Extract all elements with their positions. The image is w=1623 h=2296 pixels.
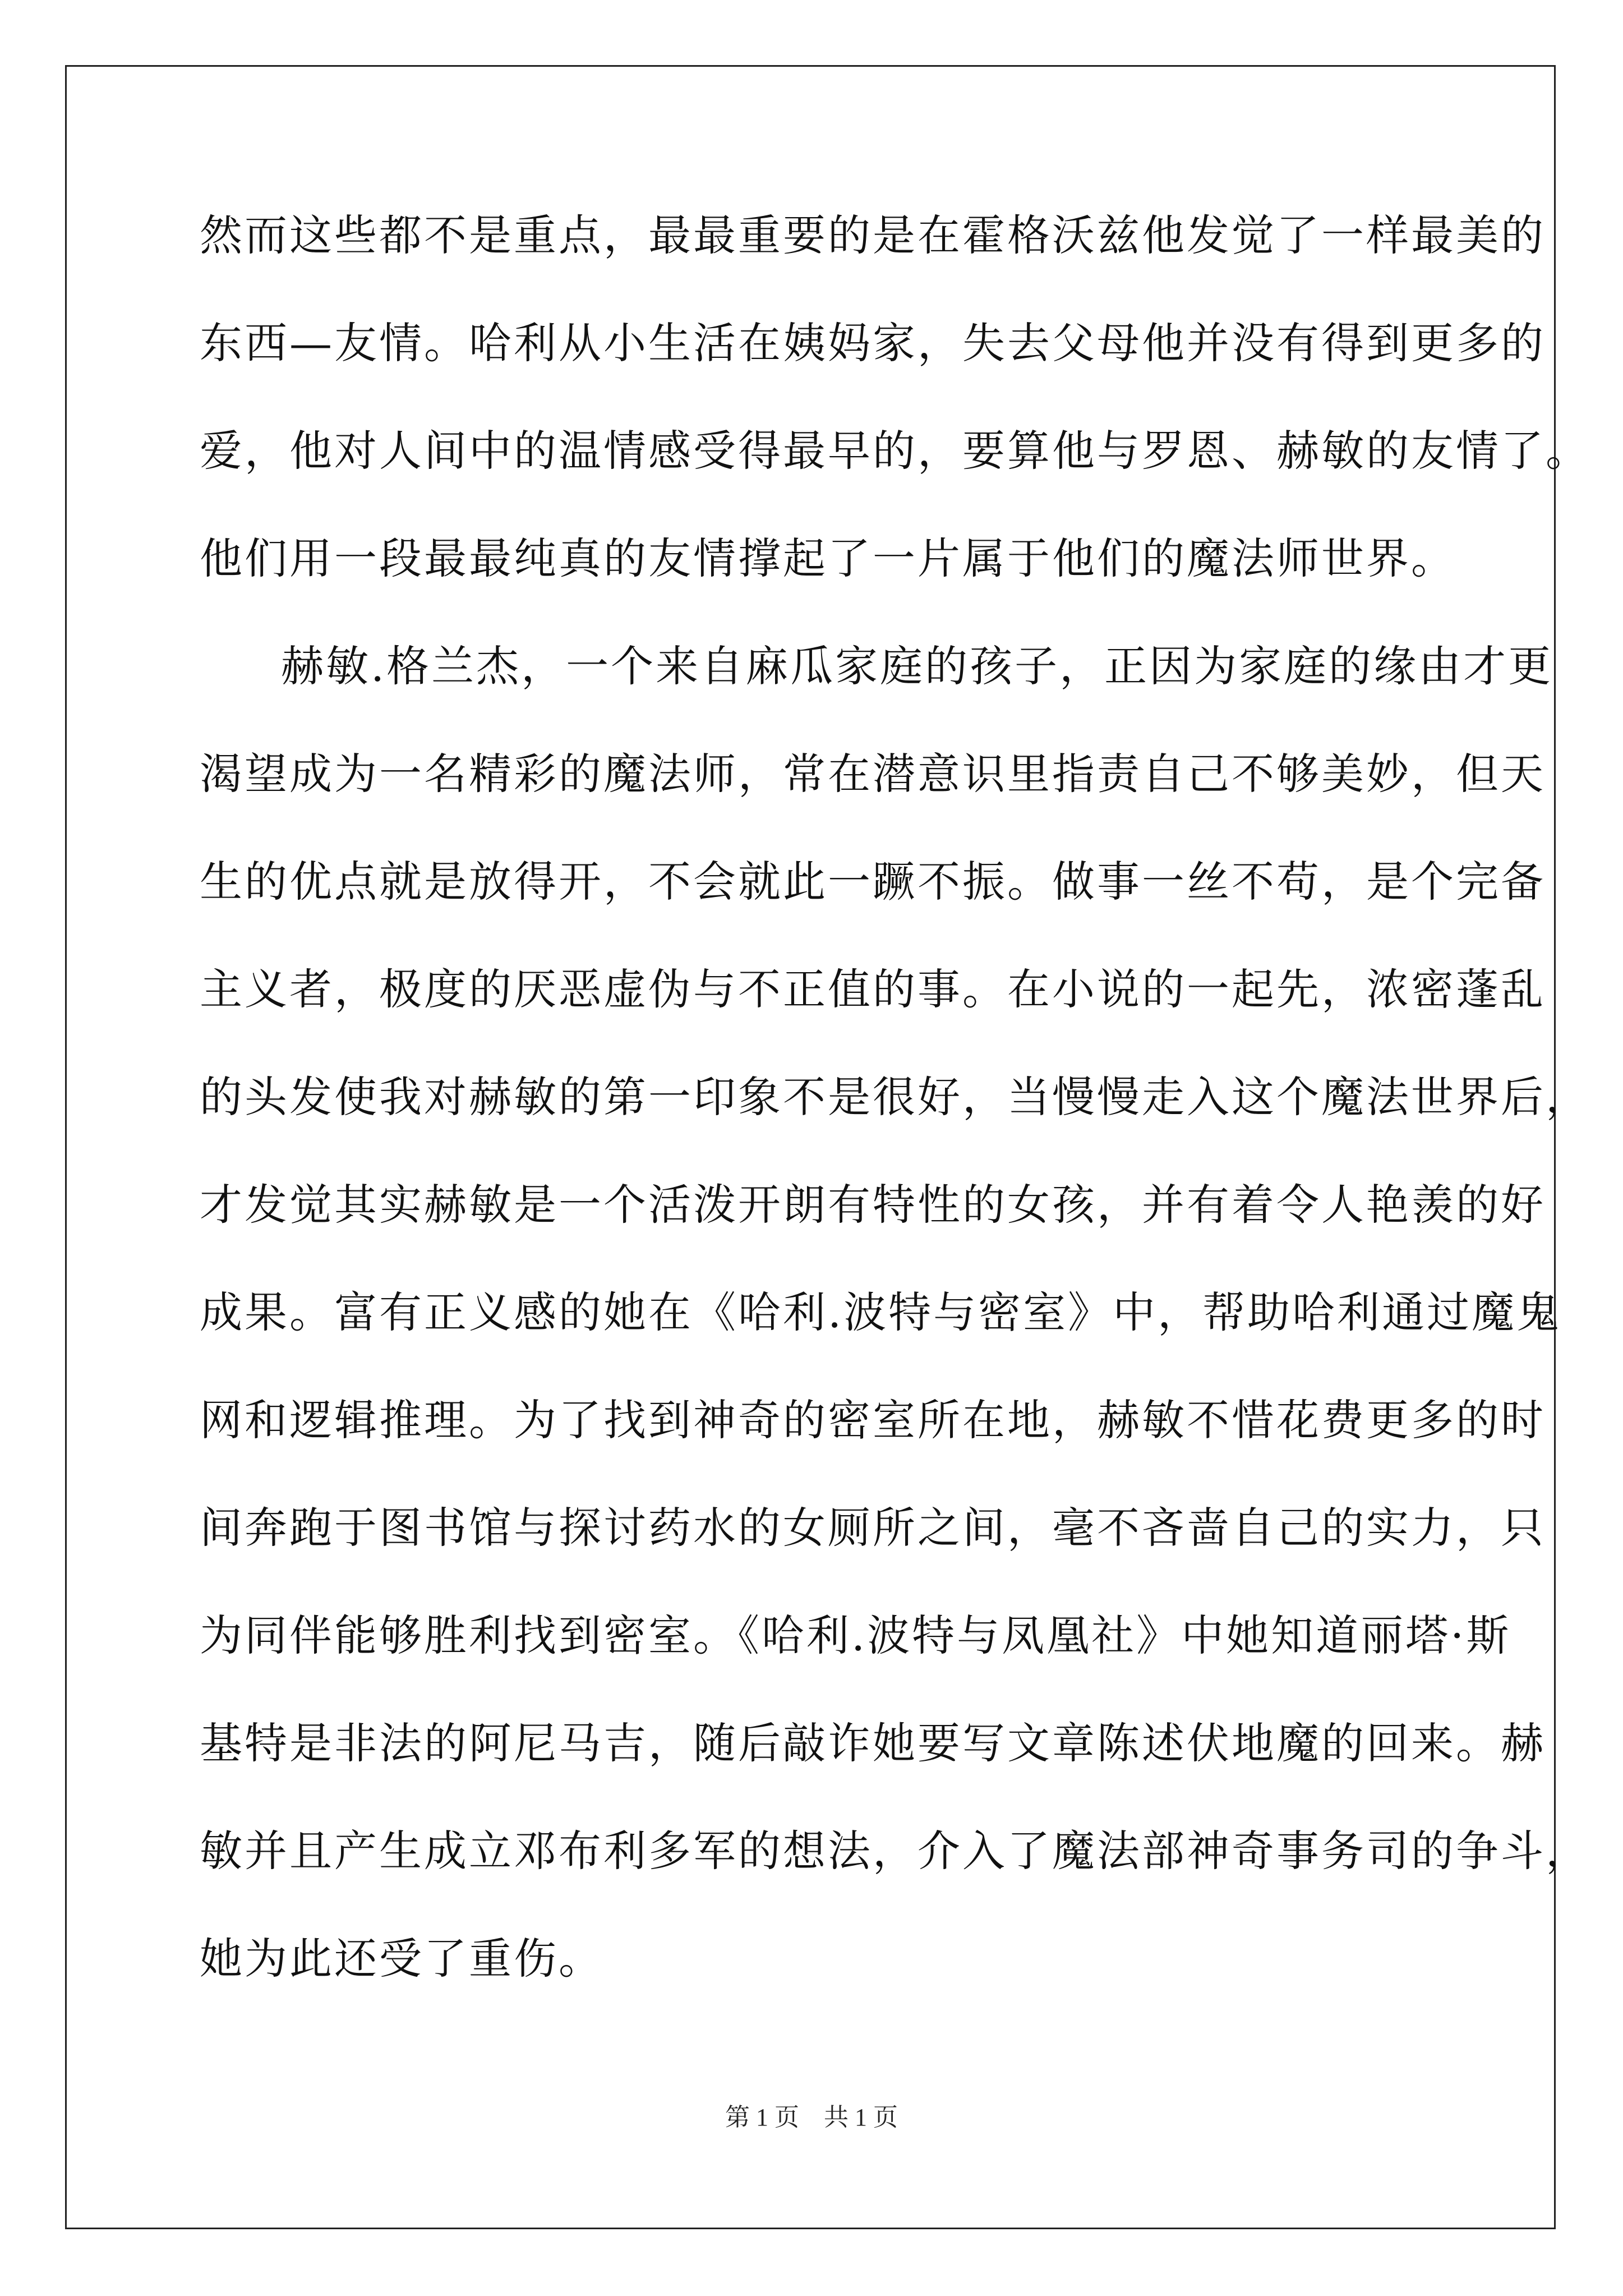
page-footer: 第 1 页 共 1 页 — [725, 2104, 898, 2131]
text-line: 网和逻辑推理。为了找到神奇的密室所在地，赫敏不惜花费更多的时 — [200, 1395, 1546, 1445]
text-line: 成果。富有正义感的她在《哈利.波特与密室》中，帮助哈利通过魔鬼 — [200, 1287, 1562, 1337]
text-line: 的头发使我对赫敏的第一印象不是很好，当慢慢走入这个魔法世界后， — [200, 1072, 1590, 1122]
page-border — [65, 65, 1556, 2229]
text-line: 间奔跑于图书馆与探讨药水的女厕所之间，毫不吝啬自己的实力，只 — [200, 1503, 1546, 1553]
text-line: 基特是非法的阿尼马吉，随后敲诈她要写文章陈述伏地魔的回来。赫 — [200, 1718, 1546, 1768]
text-line: 他们用一段最最纯真的友情撑起了一片属于他们的魔法师世界。 — [200, 533, 1456, 583]
text-line: 为同伴能够胜利找到密室。《哈利.波特与凤凰社》中她知道丽塔·斯 — [200, 1611, 1511, 1660]
text-line: 她为此还受了重伤。 — [200, 1934, 603, 1984]
text-line: 才发觉其实赫敏是一个活泼开朗有特性的女孩，并有着令人艳羡的好 — [200, 1180, 1546, 1230]
text-line: 东西—友情。哈利从小生活在姨妈家，失去父母他并没有得到更多的 — [200, 318, 1546, 368]
paragraph-first-line: 赫敏.格兰杰，一个来自麻瓜家庭的孩子，正因为家庭的缘由才更 — [281, 641, 1553, 691]
text-line: 敏并且产生成立邓布利多军的想法，介入了魔法部神奇事务司的争斗， — [200, 1826, 1590, 1876]
text-line: 生的优点就是放得开，不会就此一蹶不振。做事一丝不苟，是个完备 — [200, 857, 1546, 907]
text-line: 爱，他对人间中的温情感受得最早的，要算他与罗恩、赫敏的友情了。 — [200, 426, 1590, 476]
text-line: 渴望成为一名精彩的魔法师，常在潜意识里指责自己不够美妙，但天 — [200, 749, 1546, 799]
text-line: 主义者，极度的厌恶虚伪与不正值的事。在小说的一起先，浓密蓬乱 — [200, 964, 1546, 1014]
text-line: 然而这些都不是重点，最最重要的是在霍格沃兹他发觉了一样最美的 — [200, 210, 1546, 260]
